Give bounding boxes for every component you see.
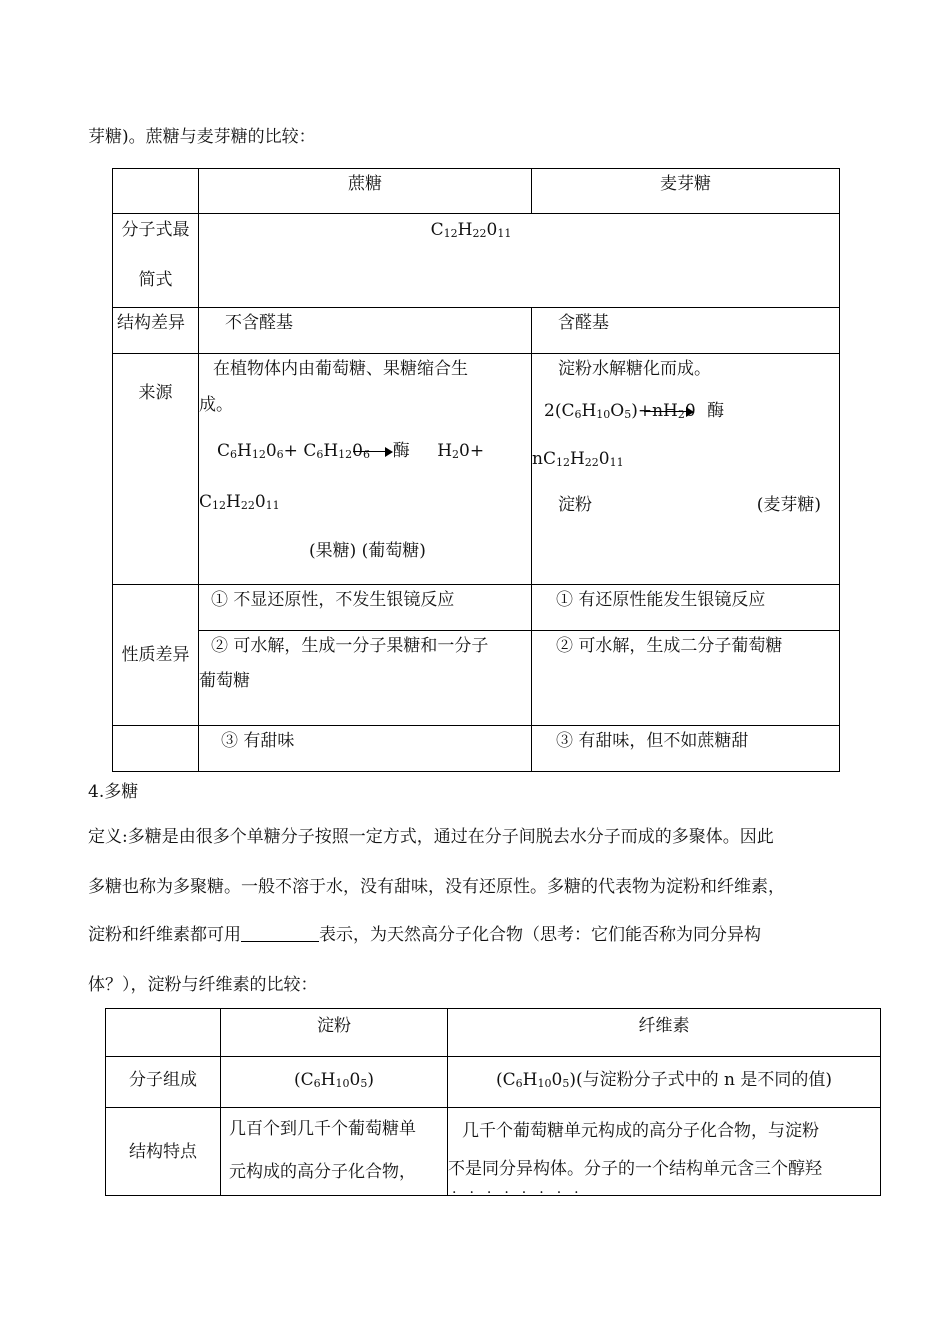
emphasis-dots: ........ [452,1181,592,1197]
source-maltose: 淀粉水解糖化而成。 2(C6H10O5)+nH20 酶 nC12H22011 淀粉 (麦芽糖) [532,354,840,585]
section-title: 4.多糖 [88,782,139,802]
equation-sucrose: C6H1206+ C6H1206 酶 H20+ [217,441,485,461]
equation-maltose: 2(C6H10O5)+nH20 酶 [544,401,725,421]
starch-cellulose-table [105,1008,881,1196]
paragraph-line: 淀粉和纤维素都可用 表示，为天然高分子化合物（思考：它们能否称为同分异构 [88,925,761,945]
reaction-arrow-icon [644,406,694,418]
struct-maltose: 含醛基 [532,308,840,354]
table-row [106,1108,881,1196]
prop3-maltose: ③ 有甜味，但不如蔗糖甜 [532,726,840,772]
comp-cellulose: (C6H1005)(与淀粉分子式中的 n 是不同的值) [448,1057,881,1108]
row-label-properties: 性质差异 [113,585,199,726]
table-row [113,169,840,214]
col-header-maltose: 麦芽糖 [532,169,840,214]
paragraph-line: 定义:多糖是由很多个单糖分子按照一定方式，通过在分子间脱去水分子而成的多聚体。因此 [88,827,774,847]
table-row [113,726,840,772]
comp-starch: (C6H1005) [221,1057,448,1108]
fill-in-blank [241,923,319,942]
prop1-sucrose: ① 不显还原性，不发生银镜反应 [199,585,532,631]
table-row [106,1009,881,1057]
col-header-sucrose: 蔗糖 [199,169,532,214]
col-header-starch: 淀粉 [221,1009,448,1057]
row-label-formula: 分子式最 简式 [113,214,199,308]
prop2-maltose: ② 可水解，生成二分子葡萄糖 [532,631,840,726]
row-label-structure: 结构差异 [113,308,199,354]
prop3-sucrose: ③ 有甜味 [199,726,532,772]
source-sucrose: 在植物体内由葡萄糖、果糖缩合生 成。 C6H1206+ C6H1206 酶 H20+ C12H22011 (果糖) (葡萄糖) [199,354,532,585]
prop1-maltose: ① 有还原性能发生银镜反应 [532,585,840,631]
struct-starch: 几百个到几千个葡萄糖单 元构成的高分子化合物， [221,1108,448,1196]
row-label-source: 来源 [113,354,199,585]
table-row [113,631,840,726]
table-empty-cell [113,726,199,772]
table-row [113,585,840,631]
intro-line: 芽糖)。蔗糖与麦芽糖的比较： [88,127,316,147]
reaction-arrow-icon [353,446,393,458]
prop2-sucrose: ② 可水解，生成一分子果糖和一分子 葡萄糖 [199,631,532,726]
table-row [113,308,840,354]
struct-sucrose: 不含醛基 [199,308,532,354]
paragraph-line: 体？），淀粉与纤维素的比较： [88,975,318,995]
col-header-cellulose: 纤维素 [448,1009,881,1057]
struct-cellulose: 几千个葡萄糖单元构成的高分子化合物，与淀粉 不是同分异构体。分子的一个结构单元含三个醇羟 ........ [448,1108,881,1196]
table-corner-cell [113,169,199,214]
sucrose-maltose-table [112,168,840,772]
table-row [113,354,840,585]
table-row [113,214,840,308]
row-label-composition: 分子组成 [106,1057,221,1108]
table-row [106,1057,881,1108]
row-label-structure2: 结构特点 [106,1108,221,1196]
formula-cell: C12H22011 [199,214,840,308]
table-corner-cell [106,1009,221,1057]
paragraph-line: 多糖也称为多聚糖。一般不溶于水，没有甜味，没有还原性。多糖的代表物为淀粉和纤维素， [88,877,785,897]
